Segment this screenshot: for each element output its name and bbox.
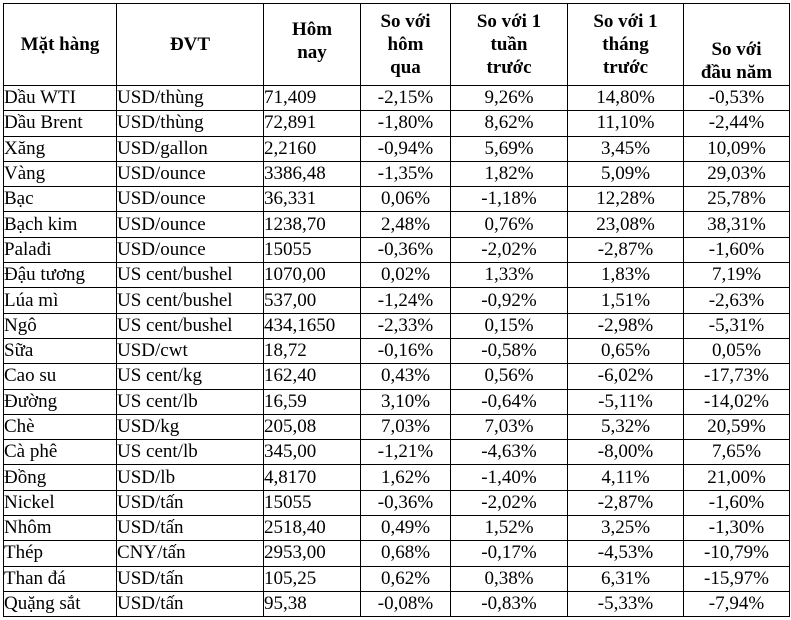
table-row — [4, 263, 790, 288]
table-row — [4, 566, 790, 591]
header-today-line: Hôm — [291, 18, 333, 40]
header-unit — [117, 4, 264, 86]
cell-unit: USD/thùng — [117, 86, 264, 111]
cell-unit: USD/tấn — [117, 566, 264, 591]
header-vs-last-week — [451, 4, 568, 86]
cell-vs-last-week: 0,56% — [451, 364, 568, 389]
commodity-price-table — [3, 3, 790, 617]
cell-today: 162,40 — [264, 364, 361, 389]
cell-vs-year-start: -2,44% — [684, 111, 790, 136]
header-vs-last-week-line: So với 1 — [476, 11, 542, 32]
cell-vs-last-week: -0,58% — [451, 338, 568, 363]
cell-vs-year-start: 7,65% — [684, 440, 790, 465]
table-row — [4, 338, 790, 363]
cell-today: 36,331 — [264, 187, 361, 212]
table-row — [4, 86, 790, 111]
cell-vs-yesterday: -1,35% — [361, 161, 451, 186]
cell-vs-year-start: -15,97% — [684, 566, 790, 591]
cell-vs-last-week: -1,18% — [451, 187, 568, 212]
cell-vs-last-week: -2,02% — [451, 237, 568, 262]
cell-unit: USD/cwt — [117, 338, 264, 363]
header-row — [4, 4, 790, 86]
cell-vs-yesterday: 0,62% — [361, 566, 451, 591]
cell-vs-year-start: -2,63% — [684, 288, 790, 313]
cell-vs-last-month: 3,45% — [568, 136, 684, 161]
cell-item: Dầu Brent — [4, 111, 117, 136]
cell-unit: US cent/bushel — [117, 288, 264, 313]
cell-vs-last-month: -2,87% — [568, 490, 684, 515]
cell-today: 16,59 — [264, 389, 361, 414]
cell-vs-year-start: -0,53% — [684, 86, 790, 111]
cell-item: Đường — [4, 389, 117, 414]
cell-vs-last-week: -0,64% — [451, 389, 568, 414]
cell-vs-yesterday: -2,15% — [361, 86, 451, 111]
cell-vs-last-month: -2,98% — [568, 313, 684, 338]
cell-vs-year-start: 0,05% — [684, 338, 790, 363]
cell-vs-year-start: 38,31% — [684, 212, 790, 237]
cell-item: Đồng — [4, 465, 117, 490]
table-row — [4, 490, 790, 515]
cell-unit: USD/ounce — [117, 187, 264, 212]
cell-unit: US cent/bushel — [117, 313, 264, 338]
cell-vs-yesterday: -1,21% — [361, 440, 451, 465]
cell-item: Than đá — [4, 566, 117, 591]
cell-unit: US cent/lb — [117, 389, 264, 414]
cell-unit: USD/tấn — [117, 490, 264, 515]
table-row — [4, 465, 790, 490]
cell-today: 2,2160 — [264, 136, 361, 161]
cell-vs-last-month: 1,83% — [568, 263, 684, 288]
cell-item: Lúa mì — [4, 288, 117, 313]
cell-item: Chè — [4, 414, 117, 439]
table-row — [4, 414, 790, 439]
cell-vs-last-week: 1,52% — [451, 516, 568, 541]
table-row — [4, 389, 790, 414]
header-vs-yesterday-line: hôm — [387, 34, 424, 55]
cell-vs-year-start: 20,59% — [684, 414, 790, 439]
table-row — [4, 187, 790, 212]
header-vs-last-month-line: trước — [602, 57, 649, 78]
header-vs-yesterday-line: So với — [380, 11, 431, 32]
cell-vs-year-start: 7,19% — [684, 263, 790, 288]
cell-vs-last-week: 1,33% — [451, 263, 568, 288]
cell-vs-last-month: -5,33% — [568, 591, 684, 616]
cell-item: Vàng — [4, 161, 117, 186]
cell-vs-last-month: 0,65% — [568, 338, 684, 363]
cell-today: 2953,00 — [264, 541, 361, 566]
cell-vs-last-week: 0,15% — [451, 313, 568, 338]
table-row — [4, 161, 790, 186]
cell-today: 72,891 — [264, 111, 361, 136]
cell-vs-last-week: -4,63% — [451, 440, 568, 465]
cell-today: 1238,70 — [264, 212, 361, 237]
cell-vs-yesterday: 0,02% — [361, 263, 451, 288]
cell-vs-last-month: 12,28% — [568, 187, 684, 212]
header-vs-yesterday — [361, 4, 451, 86]
header-unit-label: ĐVT — [169, 34, 211, 55]
header-vs-year-start-line: đầu năm — [700, 62, 773, 83]
table-row — [4, 591, 790, 616]
cell-vs-last-month: 5,32% — [568, 414, 684, 439]
cell-vs-year-start: -17,73% — [684, 364, 790, 389]
cell-vs-last-month: -8,00% — [568, 440, 684, 465]
cell-vs-last-week: 0,38% — [451, 566, 568, 591]
cell-vs-yesterday: -0,08% — [361, 591, 451, 616]
cell-vs-yesterday: -1,24% — [361, 288, 451, 313]
table-row — [4, 364, 790, 389]
cell-vs-last-week: 0,76% — [451, 212, 568, 237]
cell-vs-last-week: 7,03% — [451, 414, 568, 439]
cell-vs-year-start: -1,30% — [684, 516, 790, 541]
cell-unit: USD/kg — [117, 414, 264, 439]
cell-vs-yesterday: 0,43% — [361, 364, 451, 389]
cell-vs-last-week: -1,40% — [451, 465, 568, 490]
cell-item: Dầu WTI — [4, 86, 117, 111]
cell-unit: USD/thùng — [117, 111, 264, 136]
cell-vs-yesterday: 0,06% — [361, 187, 451, 212]
cell-item: Cao su — [4, 364, 117, 389]
cell-today: 71,409 — [264, 86, 361, 111]
cell-vs-last-month: 3,25% — [568, 516, 684, 541]
table-row — [4, 237, 790, 262]
cell-vs-year-start: 21,00% — [684, 465, 790, 490]
table-header — [4, 4, 790, 86]
cell-item: Sữa — [4, 338, 117, 363]
cell-vs-last-week: -2,02% — [451, 490, 568, 515]
cell-vs-last-month: 23,08% — [568, 212, 684, 237]
header-item-label: Mặt hàng — [20, 34, 100, 55]
cell-vs-year-start: -7,94% — [684, 591, 790, 616]
header-item — [4, 4, 117, 86]
cell-vs-last-month: -5,11% — [568, 389, 684, 414]
cell-unit: USD/tấn — [117, 516, 264, 541]
cell-unit: US cent/kg — [117, 364, 264, 389]
header-today — [264, 4, 361, 86]
cell-unit: USD/ounce — [117, 237, 264, 262]
cell-today: 1070,00 — [264, 263, 361, 288]
cell-vs-year-start: 25,78% — [684, 187, 790, 212]
cell-vs-yesterday: -0,94% — [361, 136, 451, 161]
cell-vs-last-month: 1,51% — [568, 288, 684, 313]
cell-unit: CNY/tấn — [117, 541, 264, 566]
cell-vs-last-week: 1,82% — [451, 161, 568, 186]
table-row — [4, 516, 790, 541]
cell-today: 105,25 — [264, 566, 361, 591]
header-vs-last-month — [568, 4, 684, 86]
cell-today: 434,1650 — [264, 313, 361, 338]
cell-vs-last-week: 5,69% — [451, 136, 568, 161]
header-today-line: nay — [297, 41, 327, 63]
cell-vs-yesterday: 3,10% — [361, 389, 451, 414]
cell-item: Quặng sắt — [4, 591, 117, 616]
header-vs-yesterday-line: qua — [390, 57, 421, 78]
cell-item: Palađi — [4, 237, 117, 262]
cell-vs-last-month: -2,87% — [568, 237, 684, 262]
cell-unit: USD/gallon — [117, 136, 264, 161]
cell-item: Bạc — [4, 187, 117, 212]
cell-vs-last-month: 14,80% — [568, 86, 684, 111]
cell-vs-last-week: 9,26% — [451, 86, 568, 111]
cell-vs-yesterday: -2,33% — [361, 313, 451, 338]
cell-today: 3386,48 — [264, 161, 361, 186]
table-row — [4, 136, 790, 161]
cell-vs-yesterday: 0,49% — [361, 516, 451, 541]
header-vs-last-week-line: tuần — [490, 34, 528, 55]
cell-today: 15055 — [264, 237, 361, 262]
cell-item: Thép — [4, 541, 117, 566]
cell-unit: USD/ounce — [117, 161, 264, 186]
cell-unit: USD/ounce — [117, 212, 264, 237]
table-body — [4, 86, 790, 617]
cell-vs-yesterday: -1,80% — [361, 111, 451, 136]
cell-vs-yesterday: 7,03% — [361, 414, 451, 439]
cell-today: 15055 — [264, 490, 361, 515]
cell-vs-last-month: -6,02% — [568, 364, 684, 389]
cell-vs-last-month: 6,31% — [568, 566, 684, 591]
cell-item: Cà phê — [4, 440, 117, 465]
cell-vs-yesterday: 1,62% — [361, 465, 451, 490]
header-vs-last-month-line: So với 1 — [593, 11, 658, 32]
header-vs-last-week-line: trước — [486, 57, 532, 78]
table-row — [4, 212, 790, 237]
table-row — [4, 288, 790, 313]
cell-vs-last-month: -4,53% — [568, 541, 684, 566]
cell-unit: US cent/lb — [117, 440, 264, 465]
cell-vs-year-start: -5,31% — [684, 313, 790, 338]
cell-item: Bạch kim — [4, 212, 117, 237]
header-vs-last-month-line: tháng — [602, 34, 649, 55]
cell-today: 205,08 — [264, 414, 361, 439]
cell-vs-yesterday: -0,36% — [361, 490, 451, 515]
cell-vs-year-start: -10,79% — [684, 541, 790, 566]
table-row — [4, 541, 790, 566]
cell-vs-last-month: 5,09% — [568, 161, 684, 186]
cell-vs-year-start: -14,02% — [684, 389, 790, 414]
cell-vs-yesterday: -0,16% — [361, 338, 451, 363]
cell-vs-year-start: 10,09% — [684, 136, 790, 161]
table-row — [4, 440, 790, 465]
cell-item: Nickel — [4, 490, 117, 515]
table-row — [4, 313, 790, 338]
cell-item: Ngô — [4, 313, 117, 338]
cell-vs-year-start: -1,60% — [684, 237, 790, 262]
cell-vs-yesterday: -0,36% — [361, 237, 451, 262]
cell-vs-last-month: 11,10% — [568, 111, 684, 136]
cell-today: 95,38 — [264, 591, 361, 616]
cell-vs-last-week: -0,92% — [451, 288, 568, 313]
cell-today: 18,72 — [264, 338, 361, 363]
header-vs-year-start-line: So với — [711, 39, 762, 60]
cell-vs-yesterday: 0,68% — [361, 541, 451, 566]
cell-unit: USD/lb — [117, 465, 264, 490]
cell-vs-last-month: 4,11% — [568, 465, 684, 490]
cell-item: Xăng — [4, 136, 117, 161]
table-row — [4, 111, 790, 136]
cell-vs-yesterday: 2,48% — [361, 212, 451, 237]
cell-item: Đậu tương — [4, 263, 117, 288]
cell-today: 2518,40 — [264, 516, 361, 541]
cell-unit: US cent/bushel — [117, 263, 264, 288]
cell-vs-last-week: 8,62% — [451, 111, 568, 136]
cell-item: Nhôm — [4, 516, 117, 541]
cell-unit: USD/tấn — [117, 591, 264, 616]
cell-vs-last-week: -0,83% — [451, 591, 568, 616]
cell-today: 345,00 — [264, 440, 361, 465]
cell-vs-year-start: -1,60% — [684, 490, 790, 515]
header-vs-year-start — [684, 4, 790, 86]
cell-vs-year-start: 29,03% — [684, 161, 790, 186]
cell-today: 4,8170 — [264, 465, 361, 490]
cell-today: 537,00 — [264, 288, 361, 313]
cell-vs-last-week: -0,17% — [451, 541, 568, 566]
